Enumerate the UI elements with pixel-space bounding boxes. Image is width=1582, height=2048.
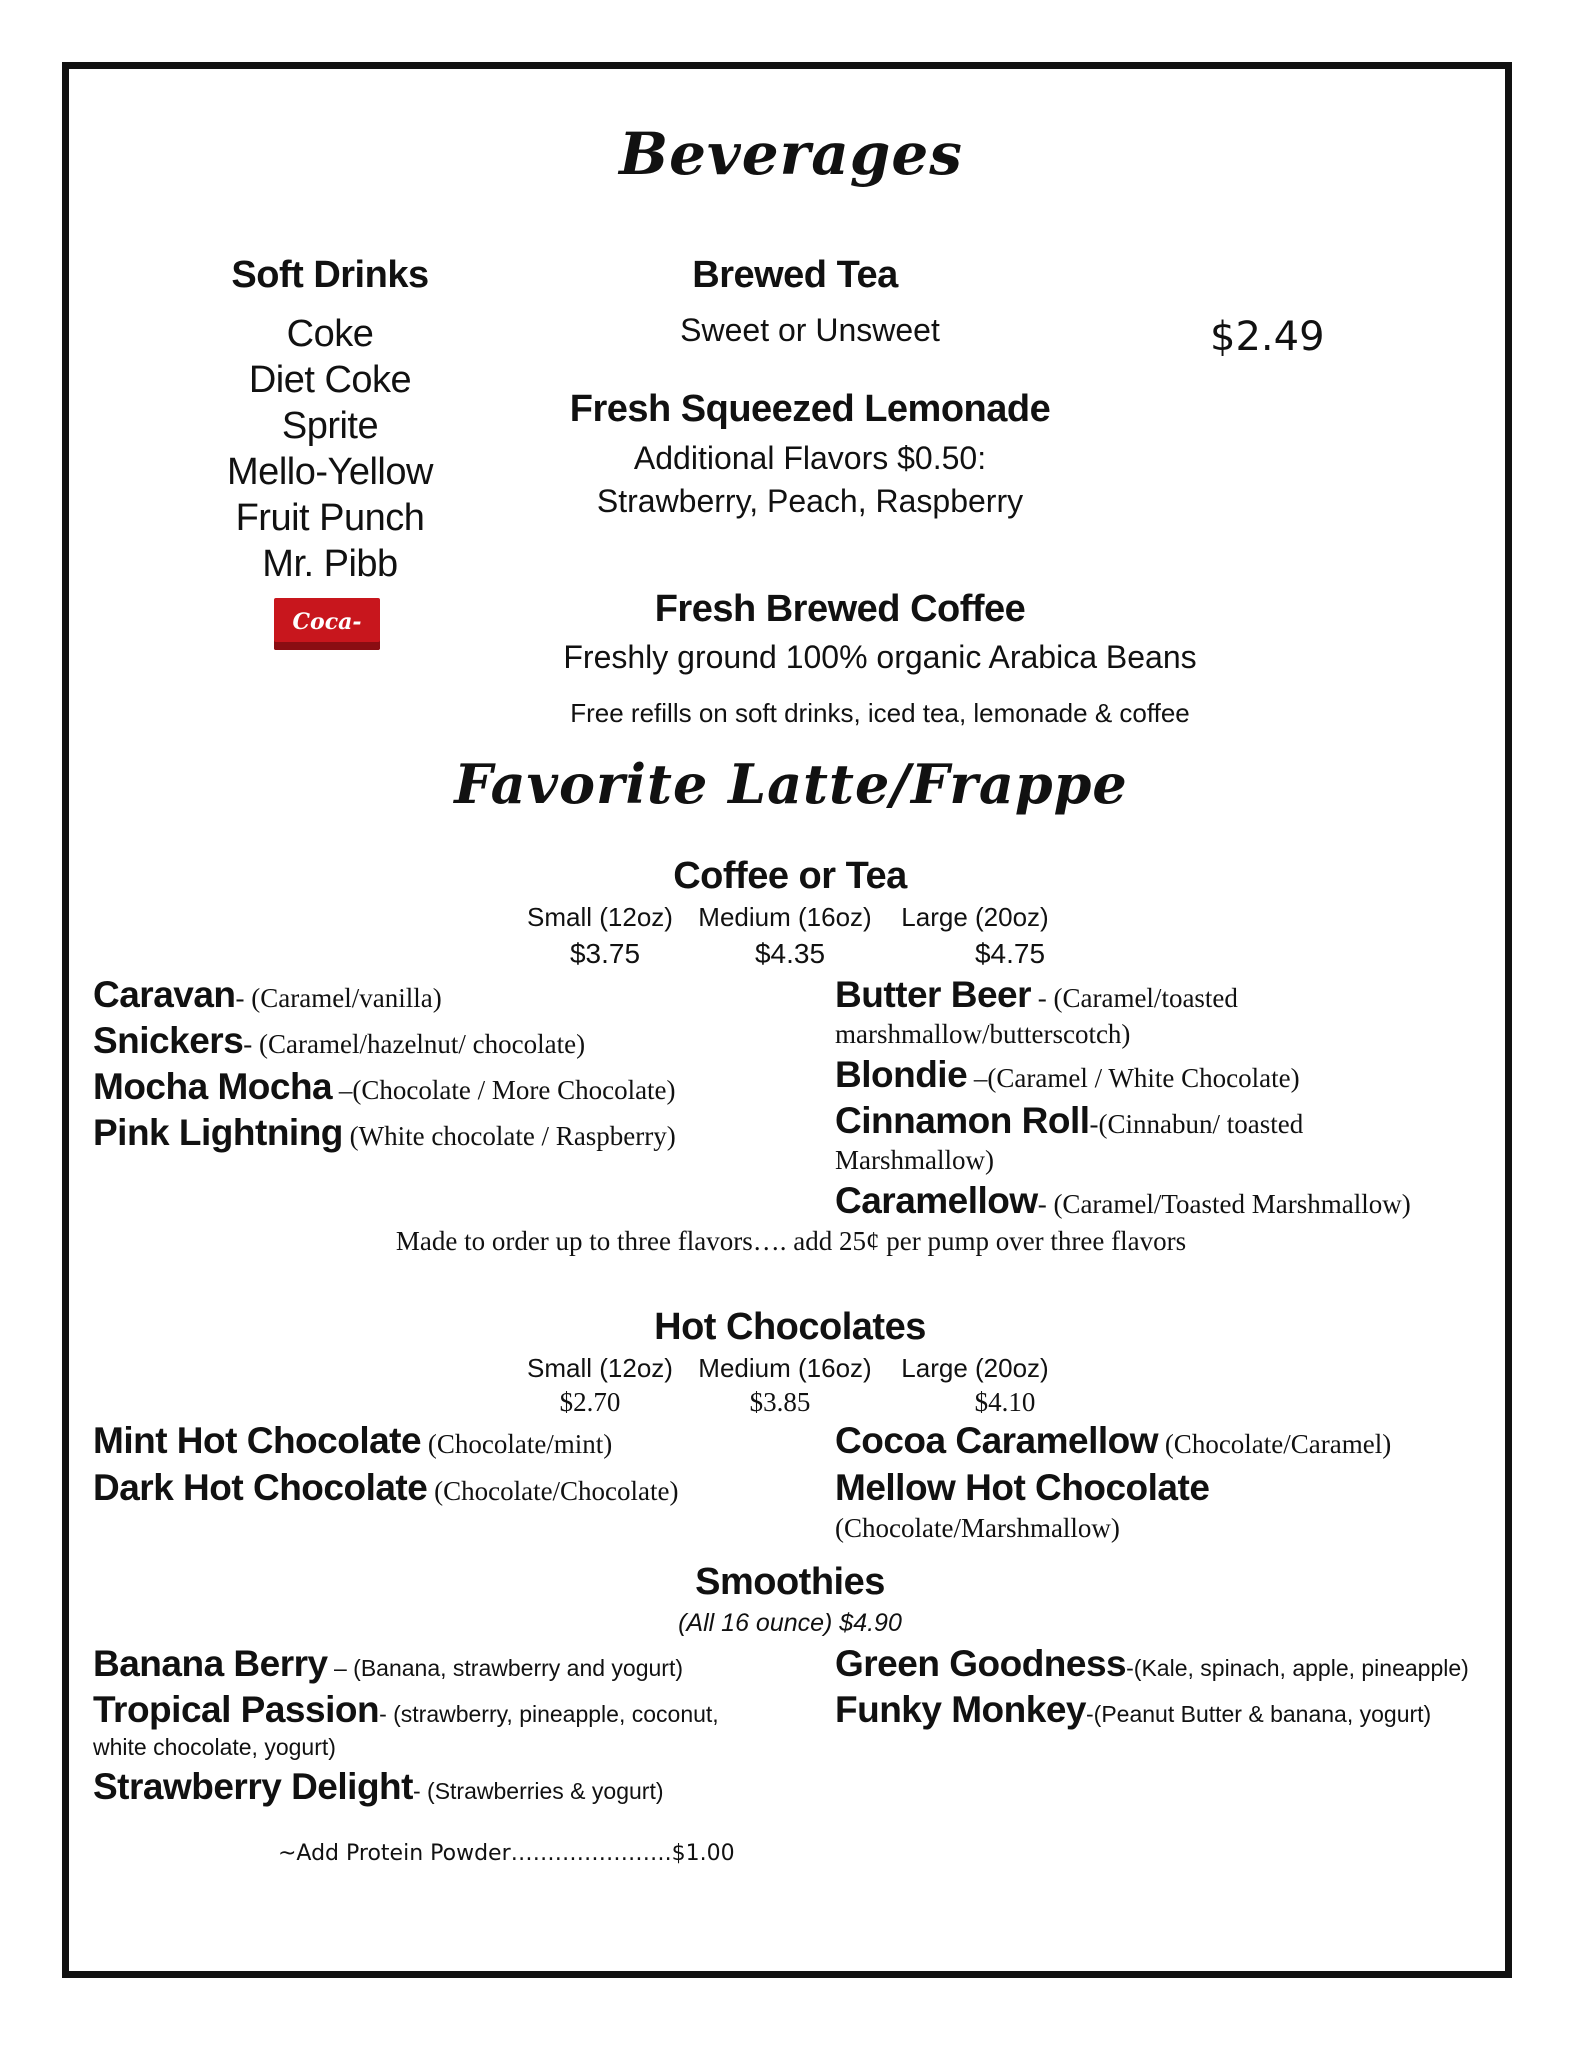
latte-item-pink-lightning: Pink Lightning (White chocolate / Raspberry)	[93, 1112, 676, 1153]
latte-item-caravan: Caravan- (Caramel/vanilla)	[93, 974, 442, 1015]
hc-size-small: Small (12oz)	[527, 1353, 673, 1383]
soft-drinks-list	[190, 311, 470, 587]
latte-item-cinnamon-roll-desc: Marshmallow)	[835, 1145, 994, 1175]
hc-price-medium: $3.85	[749, 1387, 811, 1417]
price-medium: $4.35	[754, 938, 826, 969]
hc-size-large: Large (20oz)	[901, 1353, 1049, 1383]
latte-title: Favorite Latte/Frappe	[454, 752, 1128, 816]
beverages-title: Beverages	[619, 120, 963, 188]
brewed-tea-desc: Sweet or Unsweet	[680, 312, 940, 348]
hc-size-medium: Medium (16oz)	[698, 1353, 872, 1383]
coffee-desc: Freshly ground 100% organic Arabica Beans	[563, 639, 1197, 675]
list-item: Fruit Punch	[235, 497, 425, 539]
list-item: Diet Coke	[248, 359, 412, 401]
list-item: Mr. Pibb	[262, 543, 398, 585]
lemonade-flavors: Additional Flavors $0.50:	[633, 440, 987, 476]
latte-item-snickers: Snickers- (Caramel/hazelnut/ chocolate)	[93, 1020, 586, 1061]
beverage-price: $2.49	[1210, 314, 1325, 360]
list-item: Sprite	[281, 405, 379, 447]
smoothie-item-tropical-desc: white chocolate, yogurt)	[93, 1734, 336, 1760]
size-medium: Medium (16oz)	[698, 902, 872, 932]
hc-item-cocoa-caramellow: Cocoa Caramellow (Chocolate/Caramel)	[835, 1420, 1392, 1461]
flavor-note: Made to order up to three flavors…. add 25¢ per pump over three flavors	[395, 1226, 1187, 1256]
coca-cola-logo: Coca-Cola	[274, 598, 380, 650]
hot-chocolate-heading: Hot Chocolates	[654, 1306, 926, 1348]
price-small: $3.75	[569, 938, 641, 969]
smoothie-item-funky-monkey: Funky Monkey-(Peanut Butter & banana, yogurt)	[835, 1689, 1432, 1730]
size-small: Small (12oz)	[527, 902, 673, 932]
price-large: $4.75	[974, 938, 1046, 969]
refill-note: Free refills on soft drinks, iced tea, lemonade & coffee	[570, 698, 1190, 728]
smoothie-item-strawberry-delight: Strawberry Delight- (Strawberries & yogurt)	[93, 1766, 664, 1807]
hc-item-mint: Mint Hot Chocolate (Chocolate/mint)	[93, 1420, 613, 1461]
hc-item-mellow-desc: (Chocolate/Marshmallow)	[835, 1513, 1120, 1543]
latte-item-blondie: Blondie –(Caramel / White Chocolate)	[835, 1054, 1300, 1095]
latte-item-mocha: Mocha Mocha –(Chocolate / More Chocolate)	[93, 1066, 676, 1107]
coffee-heading: Fresh Brewed Coffee	[654, 588, 1026, 630]
smoothie-item-green-goodness: Green Goodness-(Kale, spinach, apple, pineapple)	[835, 1643, 1469, 1684]
smoothies-sub: (All 16 ounce) $4.90	[678, 1609, 902, 1637]
size-large: Large (20oz)	[901, 902, 1049, 932]
latte-item-caramellow: Caramellow- (Caramel/Toasted Marshmallow)	[835, 1180, 1411, 1221]
hc-price-large: $4.10	[974, 1387, 1036, 1417]
hc-item-dark: Dark Hot Chocolate (Chocolate/Chocolate)	[93, 1467, 679, 1508]
latte-item-butter-beer-desc: marshmallow/butterscotch)	[835, 1019, 1131, 1049]
soft-drinks-heading: Soft Drinks	[231, 254, 429, 296]
smoothies-heading: Smoothies	[695, 1561, 885, 1603]
latte-item-butter-beer: Butter Beer - (Caramel/toasted	[835, 974, 1238, 1015]
list-item: Mello-Yellow	[227, 451, 433, 493]
latte-item-cinnamon-roll: Cinnamon Roll-(Cinnabun/ toasted	[835, 1100, 1304, 1141]
lemonade-heading: Fresh Squeezed Lemonade	[569, 388, 1051, 430]
hc-item-mellow: Mellow Hot Chocolate	[835, 1467, 1210, 1508]
hc-price-small: $2.70	[559, 1387, 621, 1417]
list-item: Coke	[286, 313, 374, 355]
protein-addon: ~Add Protein Powder………………….$1.00	[278, 1841, 735, 1866]
smoothie-item-tropical-passion: Tropical Passion- (strawberry, pineapple, coconut,	[93, 1689, 719, 1730]
lemonade-flavor-list: Strawberry, Peach, Raspberry	[596, 483, 1024, 519]
smoothie-item-banana-berry: Banana Berry – (Banana, strawberry and yogurt)	[93, 1643, 684, 1684]
brewed-tea-heading: Brewed Tea	[692, 254, 898, 296]
coffee-tea-heading: Coffee or Tea	[673, 855, 907, 897]
